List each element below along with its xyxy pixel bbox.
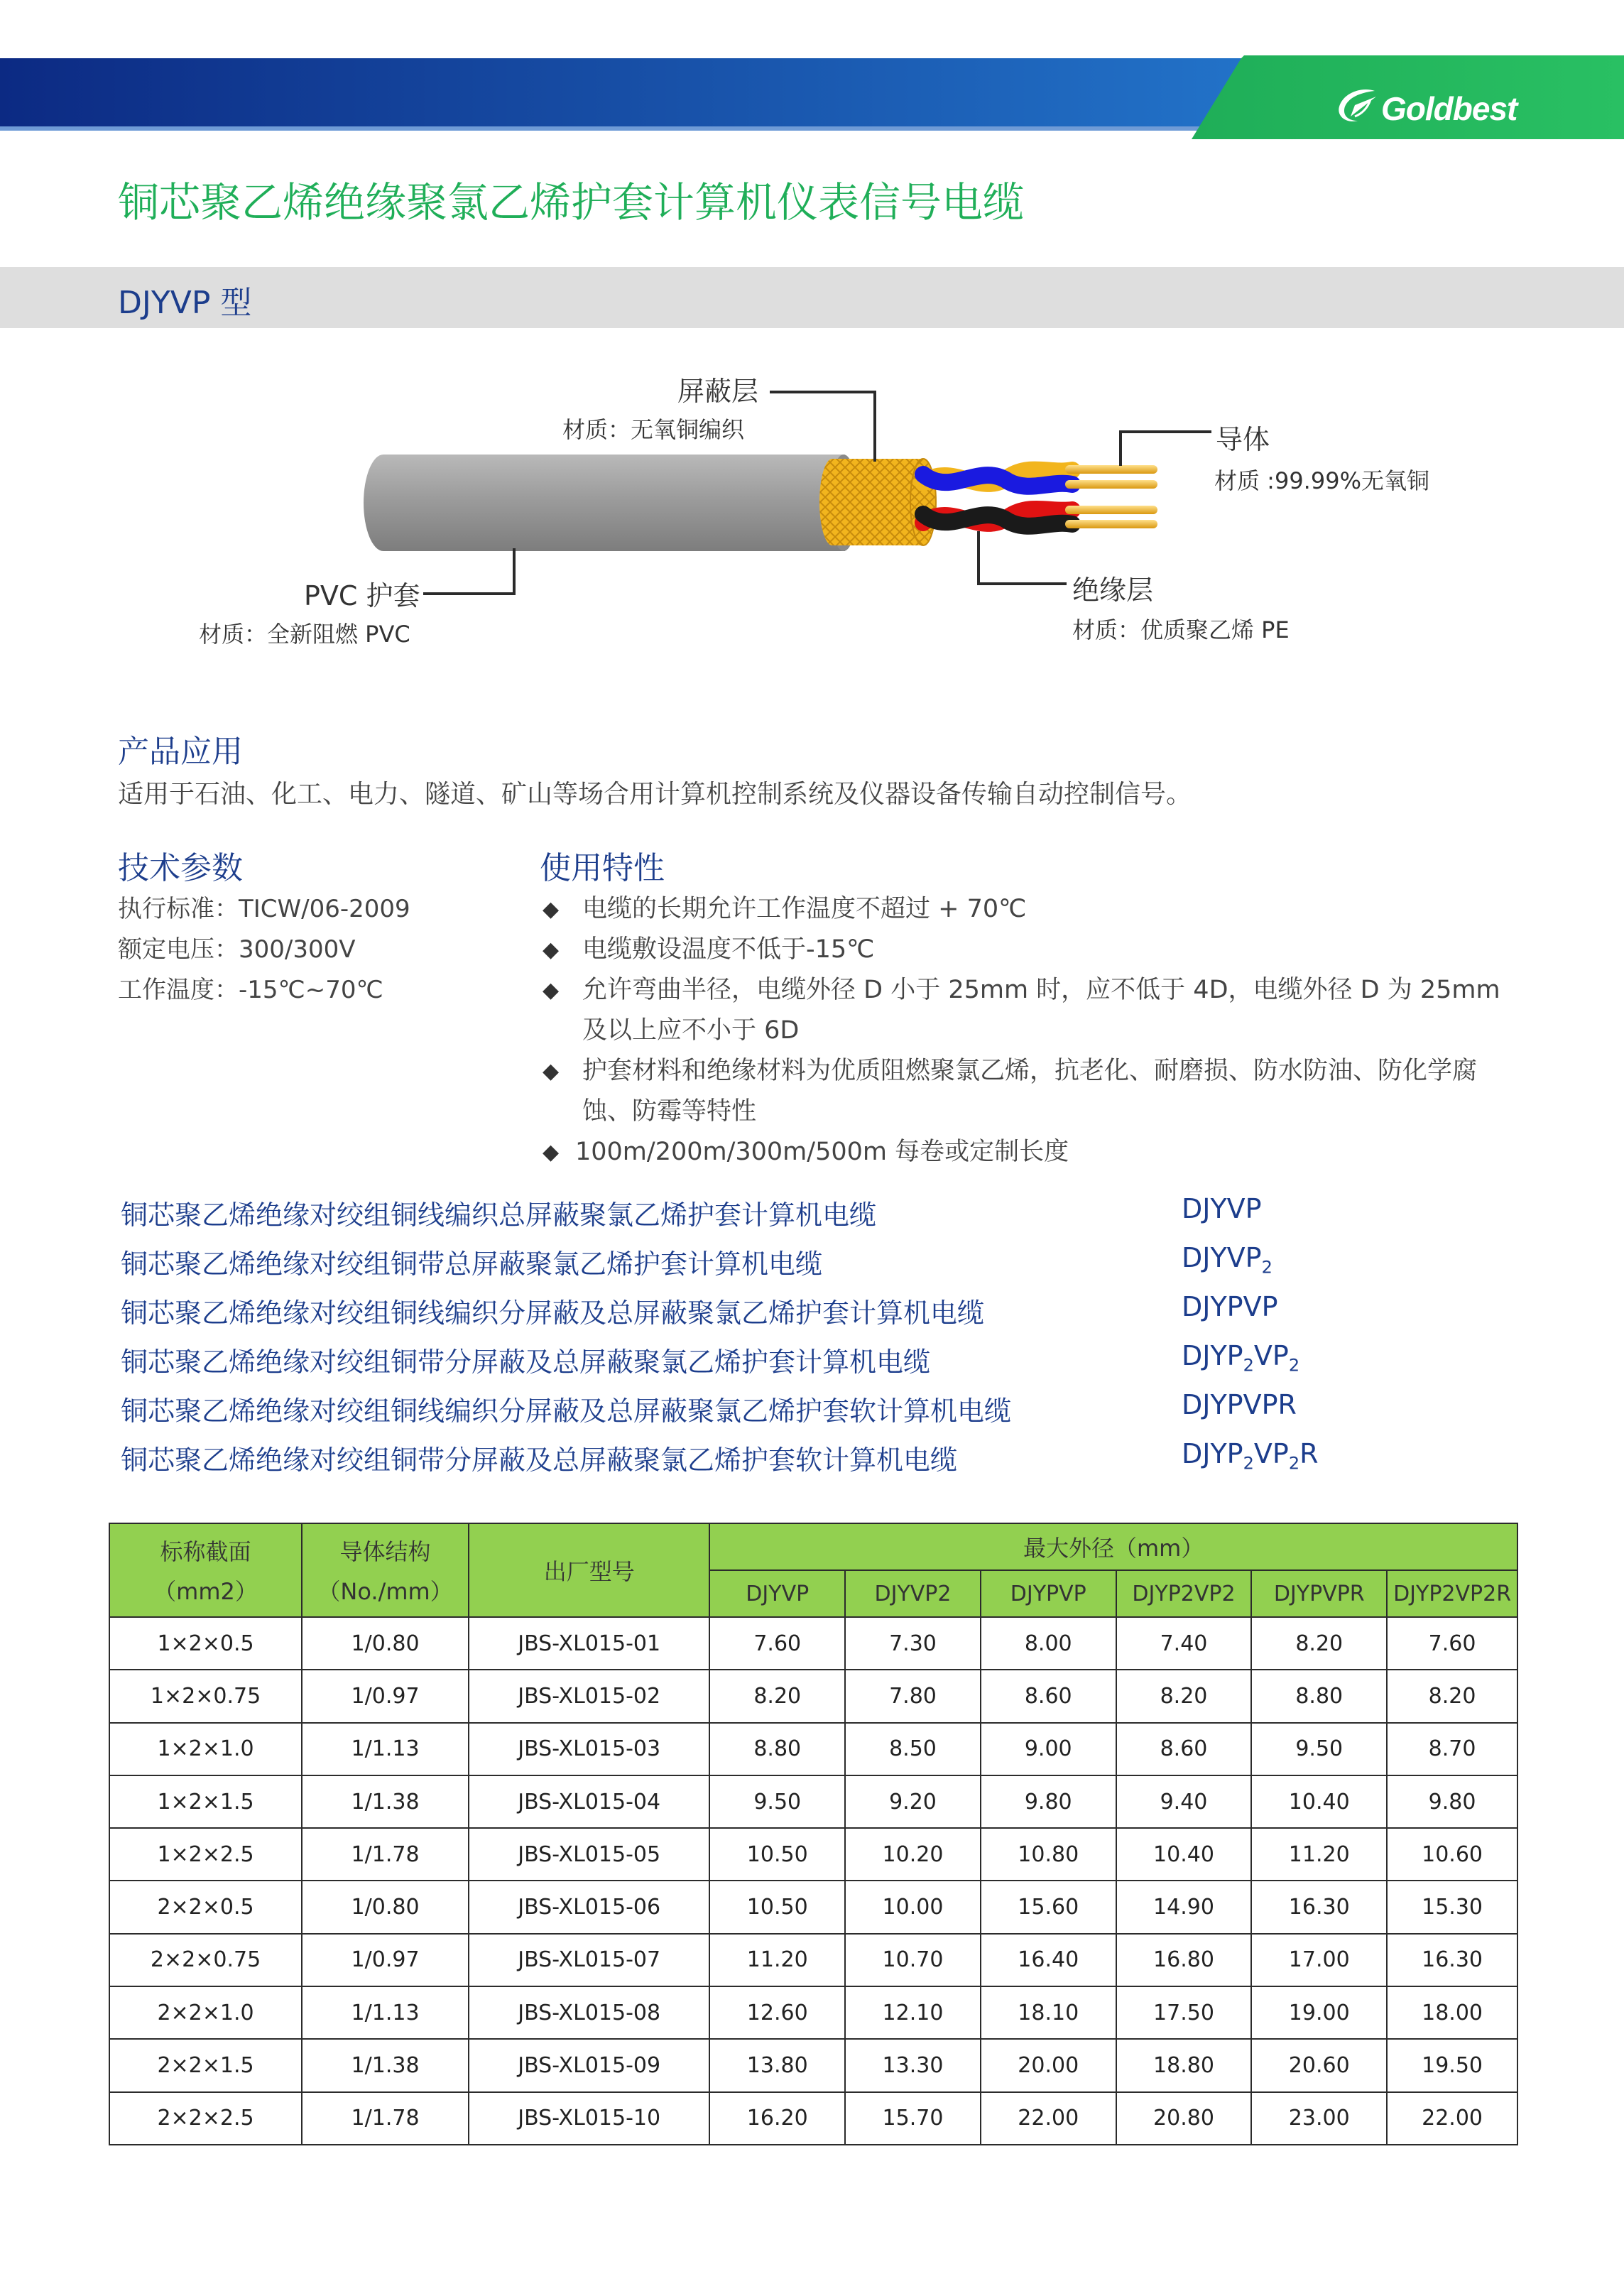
table-cell: 19.50 <box>1387 2039 1517 2091</box>
header-type: DJYVP2 <box>845 1570 981 1617</box>
brand-name: Goldbest <box>1381 90 1517 127</box>
table-cell: 14.90 <box>1116 1881 1252 1933</box>
shield-callout <box>673 369 758 408</box>
table-cell: 11.20 <box>1251 1828 1387 1881</box>
tech-item-standard: 执行标准：TICW/06-2009 <box>118 895 410 923</box>
table-cell: 9.50 <box>1251 1723 1387 1775</box>
model-row <box>121 1340 1470 1389</box>
model-row <box>121 1242 1470 1291</box>
table-cell: 2×2×1.5 <box>109 2039 302 2091</box>
table-cell: 7.40 <box>1116 1617 1252 1670</box>
model-name: 铜芯聚乙烯绝缘对绞组铜带分屏蔽及总屏蔽聚氯乙烯护套软计算机电缆 <box>121 1444 958 1476</box>
feature-item: ◆ 允许弯曲半径，电缆外径 D 小于 25mm 时，应不低于 4D，电缆外径 D 为 25mm 及以上应不小于 6D <box>540 970 1520 1051</box>
table-cell: JBS-XL015-01 <box>469 1617 709 1670</box>
table-cell: 23.00 <box>1251 2092 1387 2145</box>
model-label: DJYVP 型 <box>118 285 252 321</box>
table-cell: 1×2×1.5 <box>109 1775 302 1828</box>
model-name: 铜芯聚乙烯绝缘对绞组铜带总屏蔽聚氯乙烯护套计算机电缆 <box>121 1248 823 1280</box>
table-cell: JBS-XL015-06 <box>469 1881 709 1933</box>
feature-item: ◆ 电缆敷设温度不低于-15℃ <box>540 930 1520 970</box>
table-cell: JBS-XL015-09 <box>469 2039 709 2091</box>
table-row <box>109 1828 1517 1881</box>
table-cell: 10.70 <box>845 1934 981 1986</box>
table-row <box>109 2092 1517 2145</box>
table-cell: 8.50 <box>845 1723 981 1775</box>
table-cell: 9.50 <box>709 1775 845 1828</box>
table-cell: 2×2×0.75 <box>109 1934 302 1986</box>
spec-table <box>109 1523 1518 2145</box>
features-list <box>540 889 1520 1173</box>
model-code: $DJYP_2VP_2R$ <box>1182 1438 1319 1474</box>
table-cell: 8.70 <box>1387 1723 1517 1775</box>
table-cell: 1×2×0.5 <box>109 1617 302 1670</box>
diamond-bullet-icon: ◆ <box>543 897 560 922</box>
table-cell: 10.50 <box>709 1828 845 1881</box>
page-title: 铜芯聚乙烯绝缘聚氯乙烯护套计算机仪表信号电缆 <box>118 178 1025 227</box>
table-cell: JBS-XL015-08 <box>469 1986 709 2039</box>
model-code: $DJYVP_2$ <box>1182 1242 1273 1278</box>
table-cell: 1/0.80 <box>302 1617 469 1670</box>
table-cell: 8.20 <box>1387 1670 1517 1722</box>
model-code: DJYVP <box>1182 1193 1262 1224</box>
table-cell: 22.00 <box>981 2092 1116 2145</box>
feature-item: ◆ 护套材料和绝缘材料为优质阻燃聚氯乙烯，抗老化、耐磨损、防水防油、防化学腐蚀、防霉等特性 <box>540 1051 1520 1132</box>
table-cell: JBS-XL015-02 <box>469 1670 709 1722</box>
model-row <box>121 1438 1470 1487</box>
insulation-label: 绝缘层 <box>1072 575 1154 606</box>
table-cell: 1/1.78 <box>302 2092 469 2145</box>
table-cell: 20.80 <box>1116 2092 1252 2145</box>
table-cell: JBS-XL015-03 <box>469 1723 709 1775</box>
table-cell: 10.80 <box>981 1828 1116 1881</box>
table-cell: 2×2×1.0 <box>109 1986 302 2039</box>
table-cell: 1/1.13 <box>302 1986 469 2039</box>
table-row <box>109 1723 1517 1775</box>
model-name: 铜芯聚乙烯绝缘对绞组铜线编织总屏蔽聚氯乙烯护套计算机电缆 <box>121 1199 877 1231</box>
table-cell: 1/0.97 <box>302 1670 469 1722</box>
table-cell: 15.30 <box>1387 1881 1517 1933</box>
table-cell: 7.60 <box>709 1617 845 1670</box>
table-cell: 8.60 <box>1116 1723 1252 1775</box>
feature-item: ◆ 电缆的长期允许工作温度不超过 + 70℃ <box>540 889 1520 930</box>
table-cell: 9.00 <box>981 1723 1116 1775</box>
table-cell: 7.60 <box>1387 1617 1517 1670</box>
header-max-od: 最大外径（mm） <box>709 1523 1517 1570</box>
table-cell: 10.40 <box>1116 1828 1252 1881</box>
table-row <box>109 1670 1517 1722</box>
table-row <box>109 1617 1517 1670</box>
table-cell: 1/1.78 <box>302 1828 469 1881</box>
table-cell: 18.80 <box>1116 2039 1252 2091</box>
table-cell: 8.20 <box>1251 1617 1387 1670</box>
table-cell: 20.00 <box>981 2039 1116 2091</box>
table-row <box>109 1775 1517 1828</box>
diamond-bullet-icon: ◆ <box>543 978 560 1003</box>
feature-item: ◆ 100m/200m/300m/500m 每卷或定制长度 <box>540 1132 1520 1173</box>
shield-label: 屏蔽层 <box>677 376 758 407</box>
conductor-material: 材质 :99.99%无氧铜 <box>1214 467 1429 494</box>
model-name: 铜芯聚乙烯绝缘对绞组铜带分屏蔽及总屏蔽聚氯乙烯护套计算机电缆 <box>121 1346 931 1378</box>
goldbest-logo-icon <box>1334 84 1385 126</box>
table-cell: 9.20 <box>845 1775 981 1828</box>
table-cell: 12.10 <box>845 1986 981 2039</box>
table-cell: 16.30 <box>1387 1934 1517 1986</box>
table-cell: 9.80 <box>1387 1775 1517 1828</box>
header-section: 标称截面 （mm2） <box>109 1523 302 1617</box>
table-cell: 7.80 <box>845 1670 981 1722</box>
table-cell: 8.60 <box>981 1670 1116 1722</box>
table-cell: 10.50 <box>709 1881 845 1933</box>
tech-list <box>118 889 410 1011</box>
model-code: DJYPVP <box>1182 1291 1278 1322</box>
insulation-material: 材质：优质聚乙烯 PE <box>1072 616 1290 643</box>
header-type: DJYPVP <box>981 1570 1116 1617</box>
table-cell: 8.00 <box>981 1617 1116 1670</box>
table-cell: 1×2×2.5 <box>109 1828 302 1881</box>
table-cell: 8.20 <box>1116 1670 1252 1722</box>
table-cell: 16.40 <box>981 1934 1116 1986</box>
table-cell: 18.10 <box>981 1986 1116 2039</box>
model-row <box>121 1193 1470 1242</box>
model-row <box>121 1389 1470 1438</box>
table-cell: 17.50 <box>1116 1986 1252 2039</box>
table-cell: 2×2×0.5 <box>109 1881 302 1933</box>
table-cell: 8.80 <box>1251 1670 1387 1722</box>
table-cell: 7.30 <box>845 1617 981 1670</box>
jacket-material: 材质：全新阻燃 PVC <box>199 621 410 648</box>
table-row <box>109 2039 1517 2091</box>
table-cell: 1/1.38 <box>302 1775 469 1828</box>
header-type: DJYVP <box>709 1570 845 1617</box>
table-cell: 20.60 <box>1251 2039 1387 2091</box>
table-cell: 1/1.13 <box>302 1723 469 1775</box>
model-row <box>121 1291 1470 1340</box>
table-cell: JBS-XL015-05 <box>469 1828 709 1881</box>
table-cell: 18.00 <box>1387 1986 1517 2039</box>
table-cell: 9.40 <box>1116 1775 1252 1828</box>
header-type: DJYP2VP2R <box>1387 1570 1517 1617</box>
table-cell: 1/0.80 <box>302 1881 469 1933</box>
table-cell: 17.00 <box>1251 1934 1387 1986</box>
table-cell: 10.00 <box>845 1881 981 1933</box>
models-list <box>121 1193 1470 1487</box>
shield-material: 材质：无氧铜编织 <box>562 416 745 443</box>
table-cell: JBS-XL015-07 <box>469 1934 709 1986</box>
table-cell: 10.40 <box>1251 1775 1387 1828</box>
table-cell: 16.30 <box>1251 1881 1387 1933</box>
table-cell: 22.00 <box>1387 2092 1517 2145</box>
jacket-label: PVC 护套 <box>304 580 420 611</box>
table-cell: 1×2×1.0 <box>109 1723 302 1775</box>
table-cell: 1/0.97 <box>302 1934 469 1986</box>
application-text: 适用于石油、化工、电力、隧道、矿山等场合用计算机控制系统及仪器设备传输自动控制信号。 <box>118 780 1192 809</box>
table-cell: 16.80 <box>1116 1934 1252 1986</box>
model-code: DJYPVPR <box>1182 1389 1297 1420</box>
table-cell: 8.80 <box>709 1723 845 1775</box>
diamond-bullet-icon: ◆ <box>543 1059 560 1084</box>
table-cell: 8.20 <box>709 1670 845 1722</box>
diamond-bullet-icon: ◆ <box>543 1140 560 1165</box>
features-heading: 使用特性 <box>540 850 665 886</box>
tech-item-temperature: 工作温度：-15℃~70℃ <box>118 976 383 1004</box>
table-cell: 16.20 <box>709 2092 845 2145</box>
jacket-shape <box>364 455 858 551</box>
table-cell: 1×2×0.75 <box>109 1670 302 1722</box>
model-name: 铜芯聚乙烯绝缘对绞组铜线编织分屏蔽及总屏蔽聚氯乙烯护套软计算机电缆 <box>121 1395 1012 1427</box>
insulated-wires <box>923 470 1072 526</box>
table-cell: 1/1.38 <box>302 2039 469 2091</box>
model-name: 铜芯聚乙烯绝缘对绞组铜线编织分屏蔽及总屏蔽聚氯乙烯护套计算机电缆 <box>121 1297 985 1329</box>
header-factory-model: 出厂型号 <box>469 1523 709 1617</box>
application-heading: 产品应用 <box>118 734 243 770</box>
table-cell: 13.80 <box>709 2039 845 2091</box>
header-structure: 导体结构 （No./mm） <box>302 1523 469 1617</box>
table-row <box>109 1986 1517 2039</box>
conductor-label: 导体 <box>1216 424 1270 455</box>
table-cell: 13.30 <box>845 2039 981 2091</box>
tech-heading: 技术参数 <box>118 850 243 886</box>
table-cell: JBS-XL015-04 <box>469 1775 709 1828</box>
table-row <box>109 1881 1517 1933</box>
tech-item-voltage: 额定电压：300/300V <box>118 935 356 964</box>
diamond-bullet-icon: ◆ <box>543 937 560 962</box>
model-code: $DJYP_2VP_2$ <box>1182 1340 1300 1376</box>
header-type: DJYPVPR <box>1251 1570 1387 1617</box>
table-cell: 11.20 <box>709 1934 845 1986</box>
table-cell: 10.20 <box>845 1828 981 1881</box>
table-cell: 19.00 <box>1251 1986 1387 2039</box>
table-cell: 15.60 <box>981 1881 1116 1933</box>
header-type: DJYP2VP2 <box>1116 1570 1252 1617</box>
table-cell: 12.60 <box>709 1986 845 2039</box>
table-row <box>109 1934 1517 1986</box>
table-cell: 2×2×2.5 <box>109 2092 302 2145</box>
table-cell: 10.60 <box>1387 1828 1517 1881</box>
table-cell: 15.70 <box>845 2092 981 2145</box>
table-cell: 9.80 <box>981 1775 1116 1828</box>
table-cell: JBS-XL015-10 <box>469 2092 709 2145</box>
